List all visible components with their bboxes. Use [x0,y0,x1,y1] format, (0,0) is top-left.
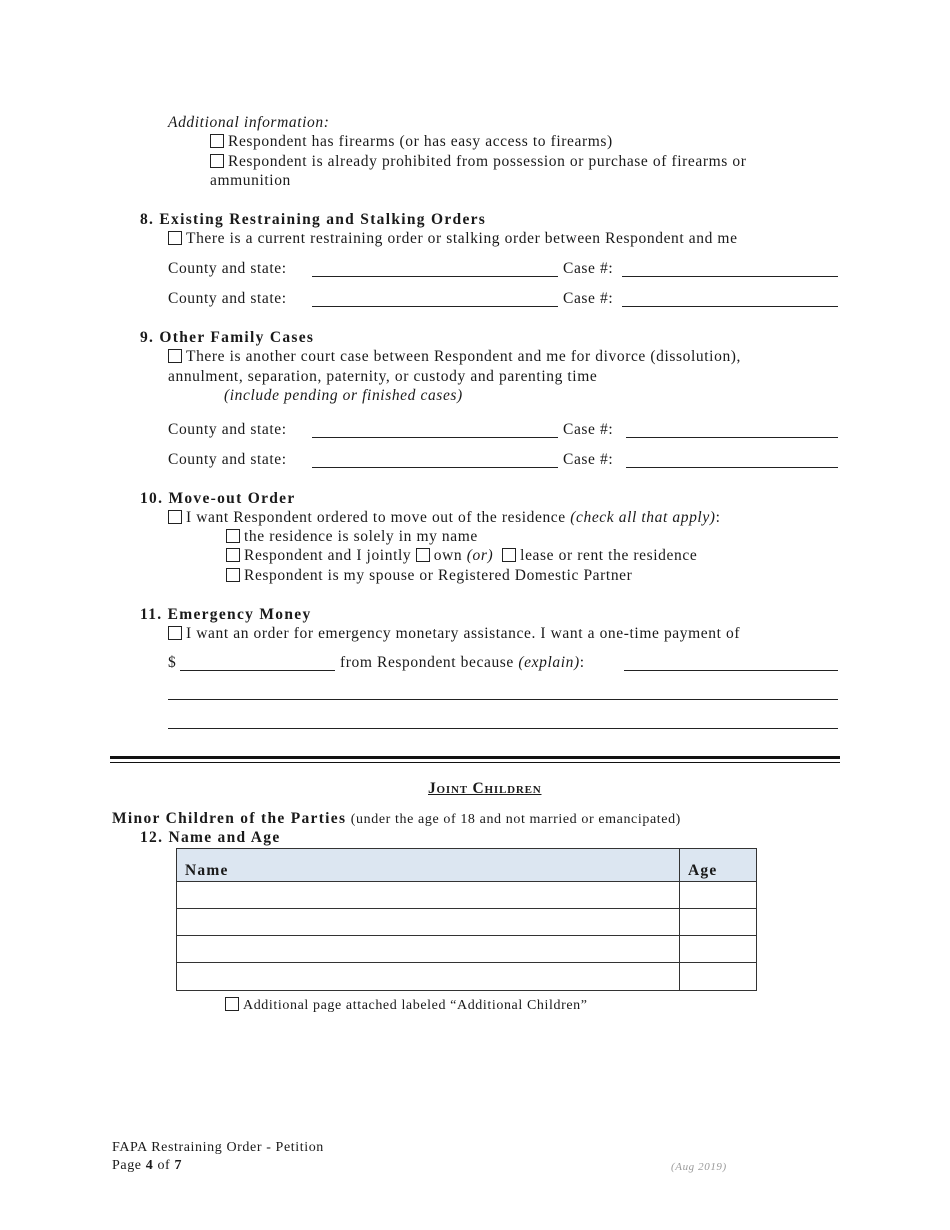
joint-children-title: Joint Children [428,780,542,797]
restraining-order-option[interactable] [168,229,738,248]
s8-county-label-1: County and state: [168,260,287,277]
section-divider-thick [110,756,840,759]
page-word: Page [112,1158,142,1173]
s9-case-label-2: Case #: [563,451,614,468]
move-out-label: I want Respondent ordered to move out of the residence [186,509,566,526]
spouse-label: Respondent is my spouse or Registered Domestic Partner [244,567,633,584]
table-row [177,963,757,991]
footer-revision: (Aug 2019) [671,1161,727,1173]
age-column-header: Age [680,849,757,882]
s8-county-field-2[interactable] [312,306,558,307]
emergency-money-checkbox[interactable] [168,626,182,640]
child-age-cell[interactable] [680,882,757,909]
s8-case-field-2[interactable] [622,306,838,307]
s9-county-label-2: County and state: [168,451,287,468]
section-9-heading: 9. Other Family Cases [140,329,315,346]
minor-children-note: (under the age of 18 and not married or emancipated) [350,812,681,827]
section-8-heading: 8. Existing Restraining and Stalking Orders [140,211,487,228]
restraining-order-checkbox[interactable] [168,231,182,245]
move-out-option[interactable] [168,508,721,527]
prohibited-option[interactable] [210,152,747,171]
s8-county-label-2: County and state: [168,290,287,307]
section-11-heading: 11. Emergency Money [140,606,312,623]
child-age-cell[interactable] [680,963,757,991]
children-table [176,848,757,991]
firearms-checkbox[interactable] [210,134,224,148]
jointly-checkbox[interactable] [226,548,240,562]
section-10-heading: 10. Move-out Order [140,490,296,507]
table-row [177,909,757,936]
jointly-label: Respondent and I jointly [244,547,412,564]
family-case-label-cont: annulment, separation, paternity, or custody and parenting time [168,368,598,385]
prohibited-label: Respondent is already prohibited from possession or purchase of firearms or [228,153,747,170]
family-case-checkbox[interactable] [168,349,182,363]
additional-info-label: Additional information: [168,114,330,131]
spouse-checkbox[interactable] [226,568,240,582]
additional-children-label: Additional page attached labeled “Additional Children” [243,998,588,1013]
move-out-colon: : [715,509,721,526]
move-out-checkbox[interactable] [168,510,182,524]
child-name-cell[interactable] [177,909,680,936]
solely-option[interactable] [226,527,478,546]
family-case-label: There is another court case between Respondent and me for divorce (dissolution), [186,348,742,365]
explain-colon: : [579,654,585,671]
section-12-heading: 12. Name and Age [140,829,281,846]
restraining-order-label: There is a current restraining order or stalking order between Respondent and me [186,230,738,247]
move-out-note: (check all that apply) [570,509,716,526]
s9-case-field-2[interactable] [626,467,838,468]
child-age-cell[interactable] [680,909,757,936]
family-case-option[interactable] [168,347,741,366]
of-word: of [157,1158,171,1173]
solely-label: the residence is solely in my name [244,528,478,545]
s9-county-label-1: County and state: [168,421,287,438]
lease-label: lease or rent the residence [520,547,698,564]
children-table-header [177,849,757,882]
s9-county-field-2[interactable] [312,467,558,468]
firearms-option[interactable] [210,132,613,151]
or-label: (or) [466,547,494,564]
table-row [177,882,757,909]
footer-form-title: FAPA Restraining Order - Petition [112,1140,324,1155]
s9-case-field-1[interactable] [626,437,838,438]
child-name-cell[interactable] [177,936,680,963]
s9-case-label-1: Case #: [563,421,614,438]
because-text [340,653,585,672]
solely-checkbox[interactable] [226,529,240,543]
amount-field[interactable] [180,670,335,671]
dollar-sign: $ [168,654,177,671]
family-case-note: (include pending or finished cases) [224,387,463,404]
spouse-option[interactable] [226,566,632,585]
explain-label: (explain) [518,654,580,671]
s8-case-label-2: Case #: [563,290,614,307]
child-name-cell[interactable] [177,882,680,909]
lease-checkbox[interactable] [502,548,516,562]
prohibited-label-cont: ammunition [210,172,291,189]
name-column-header: Name [177,849,680,882]
footer-page-number [112,1156,182,1175]
jointly-option[interactable] [226,546,697,565]
s8-case-field-1[interactable] [622,276,838,277]
page-total: 7 [174,1158,183,1173]
section-divider-thin [110,762,840,763]
prohibited-checkbox[interactable] [210,154,224,168]
page-num: 4 [145,1158,154,1173]
own-checkbox[interactable] [416,548,430,562]
table-row [177,936,757,963]
child-age-cell[interactable] [680,936,757,963]
firearms-label: Respondent has firearms (or has easy access to firearms) [228,133,613,150]
explain-field-1[interactable] [624,670,838,671]
minor-children-line [112,809,681,829]
additional-children-option[interactable] [225,996,588,1015]
additional-children-checkbox[interactable] [225,997,239,1011]
own-label: own [433,547,463,564]
explain-field-2[interactable] [168,699,838,700]
child-name-cell[interactable] [177,963,680,991]
s9-county-field-1[interactable] [312,437,558,438]
explain-field-3[interactable] [168,728,838,729]
minor-children-heading: Minor Children of the Parties [112,810,347,827]
emergency-money-option[interactable] [168,624,740,643]
s8-case-label-1: Case #: [563,260,614,277]
emergency-money-label: I want an order for emergency monetary assistance. I want a one-time payment of [186,625,741,642]
from-respondent-label: from Respondent because [340,654,514,671]
s8-county-field-1[interactable] [312,276,558,277]
